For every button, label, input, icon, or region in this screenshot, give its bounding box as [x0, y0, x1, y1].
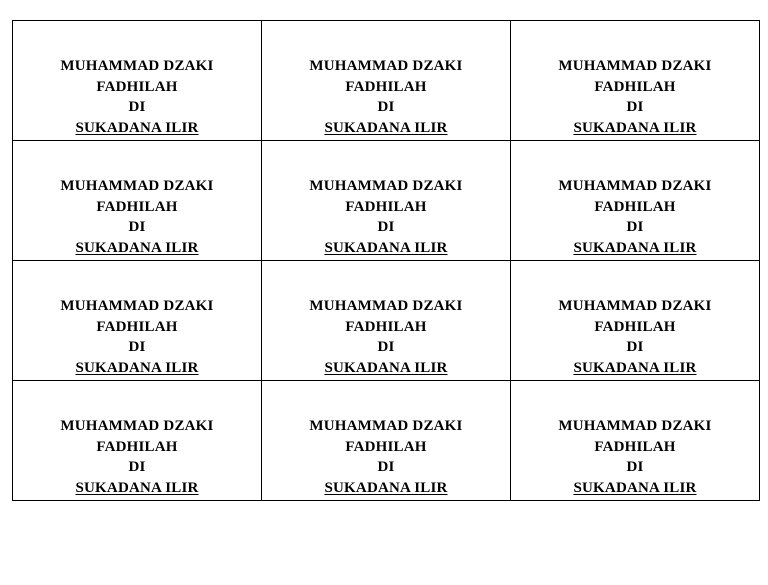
address-label: [262, 261, 511, 381]
recipient-location: SUKADANA ILIR: [75, 119, 199, 136]
label-row: [13, 141, 760, 261]
recipient-name-line1: MUHAMMAD DZAKI: [309, 298, 463, 314]
address-label: [511, 141, 760, 261]
label-text: [262, 141, 510, 258]
recipient-name-line1: MUHAMMAD DZAKI: [309, 418, 463, 434]
recipient-name-line1: MUHAMMAD DZAKI: [558, 58, 712, 74]
preposition: DI: [377, 219, 395, 235]
address-label: [262, 21, 511, 141]
recipient-name-line2: FADHILAH: [594, 438, 676, 455]
preposition: DI: [377, 99, 395, 115]
preposition: DI: [626, 459, 644, 475]
recipient-name-line1: MUHAMMAD DZAKI: [309, 58, 463, 74]
preposition: DI: [626, 219, 644, 235]
recipient-name-line2: FADHILAH: [594, 198, 676, 215]
label-text: [511, 261, 759, 378]
recipient-name-line1: MUHAMMAD DZAKI: [60, 418, 214, 434]
label-text: [511, 21, 759, 138]
recipient-name-line1: MUHAMMAD DZAKI: [558, 418, 712, 434]
label-text: [262, 21, 510, 138]
address-label: [13, 21, 262, 141]
recipient-name-line1: MUHAMMAD DZAKI: [60, 298, 214, 314]
preposition: DI: [128, 459, 146, 475]
address-label: [13, 381, 262, 501]
recipient-location: SUKADANA ILIR: [573, 119, 697, 136]
preposition: DI: [626, 99, 644, 115]
address-label: [511, 21, 760, 141]
recipient-name-line2: FADHILAH: [96, 438, 178, 455]
label-sheet: [12, 20, 760, 501]
recipient-name-line2: FADHILAH: [594, 318, 676, 335]
recipient-location: SUKADANA ILIR: [324, 479, 448, 496]
recipient-name-line2: FADHILAH: [345, 438, 427, 455]
recipient-location: SUKADANA ILIR: [75, 479, 199, 496]
recipient-name-line1: MUHAMMAD DZAKI: [60, 58, 214, 74]
recipient-name-line2: FADHILAH: [96, 198, 178, 215]
recipient-location: SUKADANA ILIR: [573, 239, 697, 256]
recipient-location: SUKADANA ILIR: [324, 119, 448, 136]
recipient-location: SUKADANA ILIR: [324, 359, 448, 376]
address-label: [13, 141, 262, 261]
recipient-name-line1: MUHAMMAD DZAKI: [309, 178, 463, 194]
recipient-location: SUKADANA ILIR: [75, 359, 199, 376]
label-text: [262, 381, 510, 498]
label-text: [262, 261, 510, 378]
recipient-location: SUKADANA ILIR: [573, 359, 697, 376]
preposition: DI: [128, 219, 146, 235]
address-label: [262, 141, 511, 261]
address-label: [13, 261, 262, 381]
address-label: [262, 381, 511, 501]
recipient-name-line2: FADHILAH: [96, 318, 178, 335]
label-row: [13, 261, 760, 381]
recipient-location: SUKADANA ILIR: [324, 239, 448, 256]
label-text: [13, 381, 261, 498]
address-label: [511, 381, 760, 501]
recipient-name-line1: MUHAMMAD DZAKI: [60, 178, 214, 194]
label-text: [13, 261, 261, 378]
recipient-name-line2: FADHILAH: [345, 318, 427, 335]
recipient-name-line2: FADHILAH: [345, 78, 427, 95]
recipient-name-line2: FADHILAH: [345, 198, 427, 215]
preposition: DI: [626, 339, 644, 355]
preposition: DI: [377, 339, 395, 355]
label-row: [13, 381, 760, 501]
recipient-name-line1: MUHAMMAD DZAKI: [558, 298, 712, 314]
recipient-name-line2: FADHILAH: [594, 78, 676, 95]
recipient-name-line2: FADHILAH: [96, 78, 178, 95]
preposition: DI: [377, 459, 395, 475]
preposition: DI: [128, 339, 146, 355]
label-text: [13, 21, 261, 138]
preposition: DI: [128, 99, 146, 115]
recipient-name-line1: MUHAMMAD DZAKI: [558, 178, 712, 194]
label-text: [511, 381, 759, 498]
label-row: [13, 21, 760, 141]
address-label: [511, 261, 760, 381]
label-text: [13, 141, 261, 258]
recipient-location: SUKADANA ILIR: [573, 479, 697, 496]
label-text: [511, 141, 759, 258]
recipient-location: SUKADANA ILIR: [75, 239, 199, 256]
